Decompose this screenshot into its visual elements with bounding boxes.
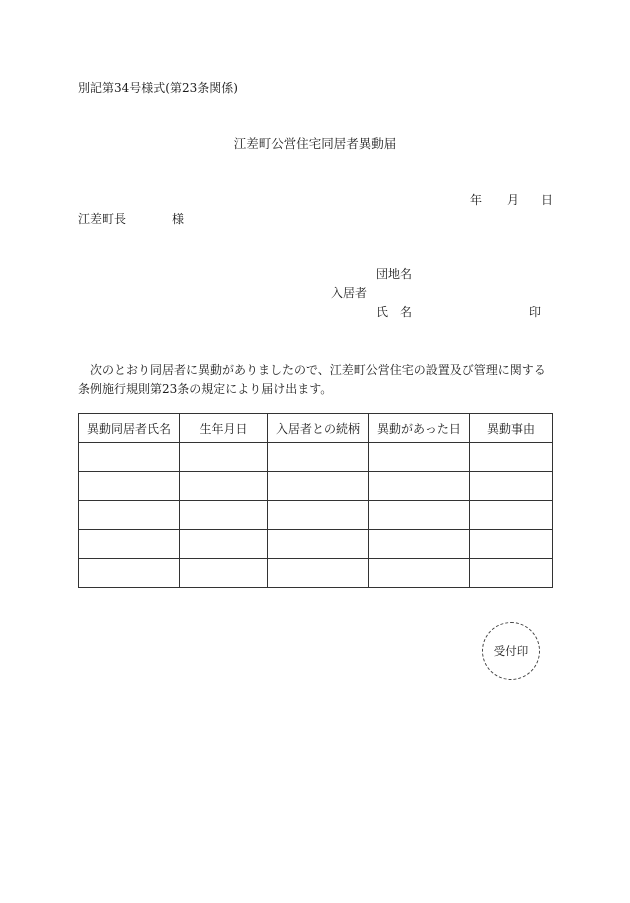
table-cell[interactable] [79, 443, 180, 472]
table-cell[interactable] [470, 530, 553, 559]
cohabitant-change-table [78, 413, 553, 588]
header-birth-date: 生年月日 [180, 414, 268, 443]
name-label: 氏 名 [376, 305, 413, 319]
header-change-date: 異動があった日 [369, 414, 470, 443]
table-cell[interactable] [369, 530, 470, 559]
table-cell[interactable] [180, 530, 268, 559]
table-cell[interactable] [180, 472, 268, 501]
table-cell[interactable] [79, 501, 180, 530]
table-cell[interactable] [180, 501, 268, 530]
table-header-row [79, 414, 553, 443]
table-row [79, 559, 553, 588]
table-cell[interactable] [180, 443, 268, 472]
receipt-stamp [482, 622, 540, 680]
table-cell[interactable] [470, 443, 553, 472]
addressee-honorific: 様 [172, 212, 185, 226]
header-cohabitant-name: 異動同居者氏名 [79, 414, 180, 443]
seal-mark: 印 [529, 305, 542, 319]
table-cell[interactable] [268, 443, 369, 472]
date-day-label: 日 [541, 193, 554, 207]
table-cell[interactable] [369, 559, 470, 588]
date-month-label: 月 [507, 193, 520, 207]
table-cell[interactable] [369, 443, 470, 472]
header-change-reason: 異動事由 [470, 414, 553, 443]
table-cell[interactable] [268, 472, 369, 501]
table-cell[interactable] [470, 559, 553, 588]
resident-label: 入居者 [331, 286, 368, 300]
estate-name-label: 団地名 [376, 267, 413, 281]
table-cell[interactable] [268, 530, 369, 559]
statement-text: 次のとおり同居者に異動がありましたので、江差町公営住宅の設置及び管理に関する条例施行規則第23条の規定により届け出ます。 [78, 363, 546, 396]
table-cell[interactable] [470, 501, 553, 530]
document-title: 江差町公営住宅同居者異動届 [233, 136, 397, 151]
date-year-label: 年 [470, 193, 483, 207]
receipt-stamp-label: 受付印 [493, 644, 529, 658]
table-cell[interactable] [369, 501, 470, 530]
table-row [79, 530, 553, 559]
table-row [79, 443, 553, 472]
table-cell[interactable] [79, 472, 180, 501]
header-relationship: 入居者との続柄 [268, 414, 369, 443]
table-cell[interactable] [79, 530, 180, 559]
table-cell[interactable] [79, 559, 180, 588]
table-cell[interactable] [180, 559, 268, 588]
table-cell[interactable] [369, 472, 470, 501]
table-cell[interactable] [268, 501, 369, 530]
table-cell[interactable] [268, 559, 369, 588]
table-row [79, 472, 553, 501]
form-number: 別記第34号様式(第23条関係) [78, 81, 238, 95]
table-row [79, 501, 553, 530]
addressee: 江差町長 [78, 212, 127, 226]
table-cell[interactable] [470, 472, 553, 501]
